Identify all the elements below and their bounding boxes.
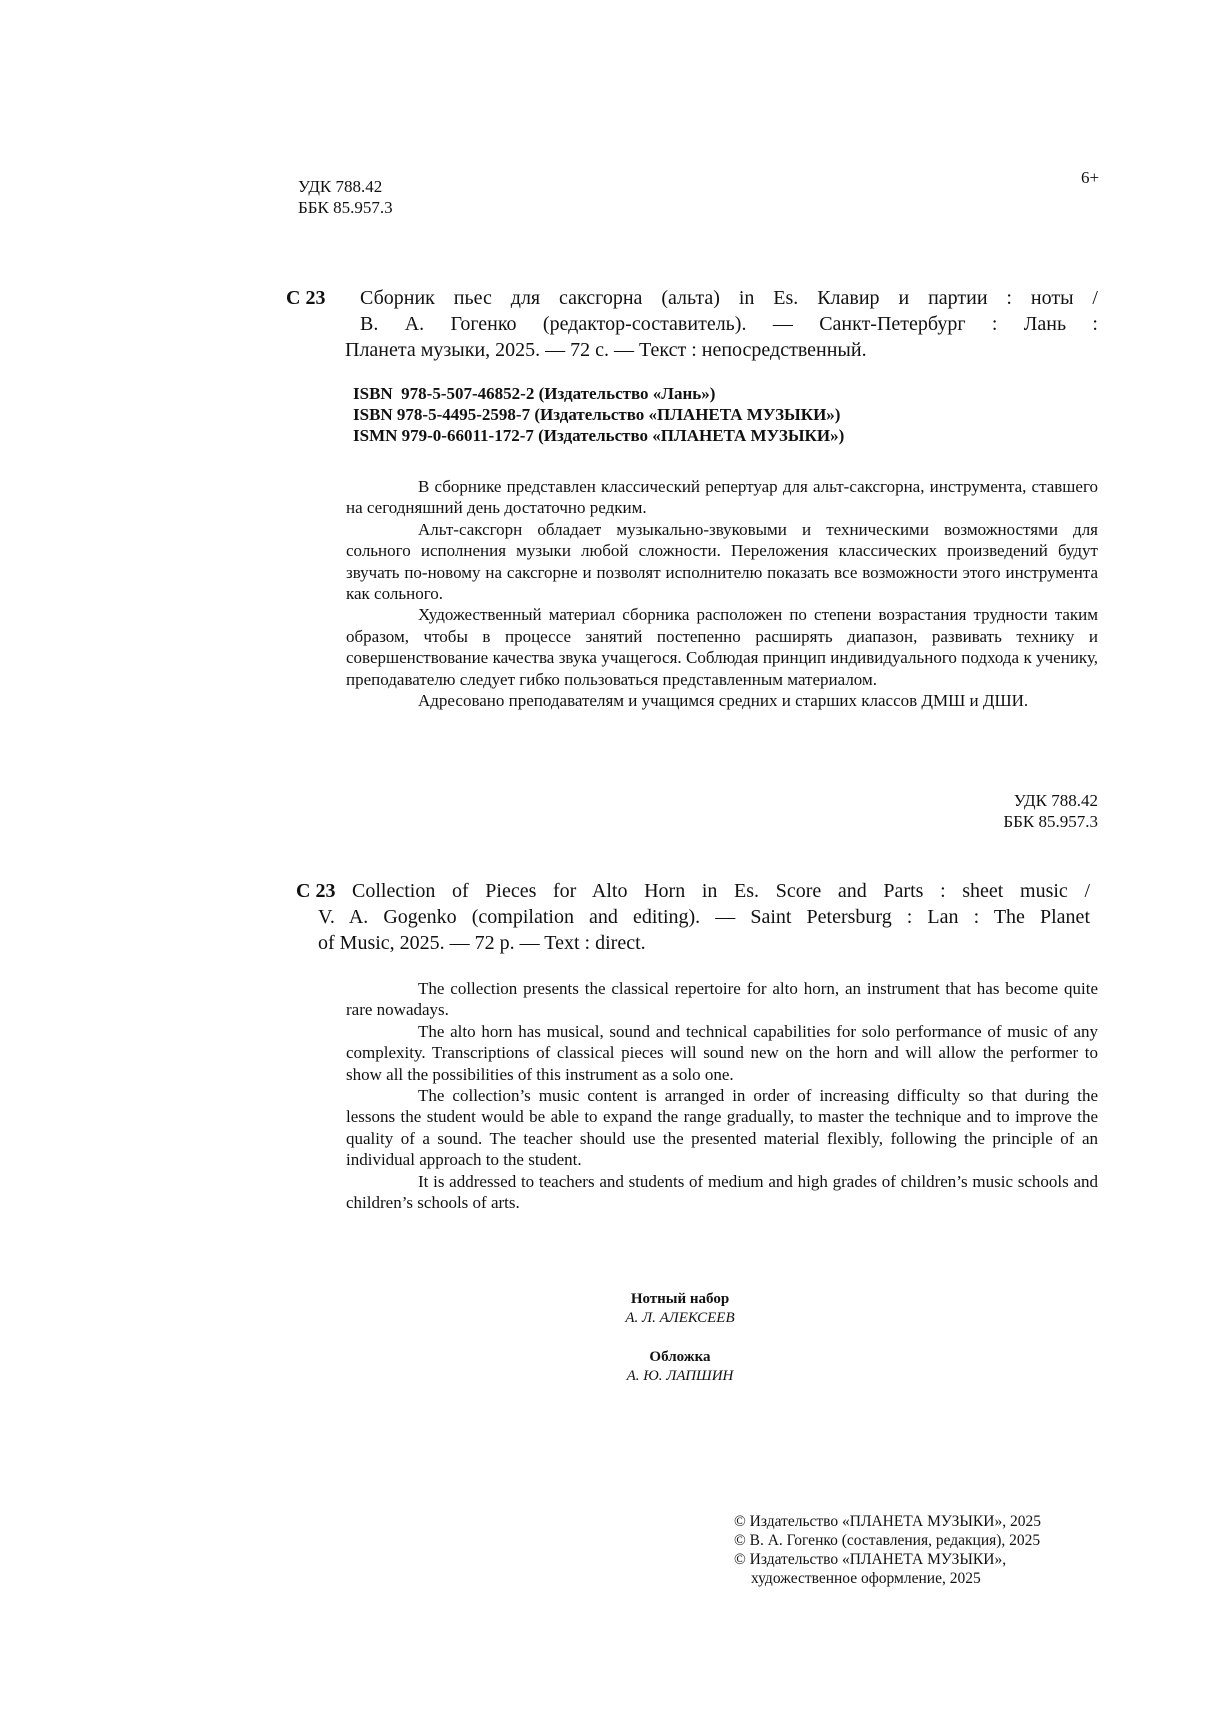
credit-person: А. Ю. ЛАПШИН <box>626 1368 734 1384</box>
ru-entry-line-1: Сборник пьес для саксгорна (альта) in Es. Клавир и партии : ноты / <box>360 287 1098 309</box>
credit-role: Обложка <box>649 1349 711 1365</box>
ru-annotation-paragraph: Адресовано преподавателям и учащимся средних и старших классов ДМШ и ДШИ. <box>418 691 1029 711</box>
author-mark: С 23 <box>286 287 326 309</box>
en-annotation-paragraph: The collection’s music content is arranged in order of increasing difficulty so that during the lessons the student would be able to expand the range gradually, to master the technique and to improve the quality of a sound. The teacher should use the presented material flexibly, following the principle of an individual approach to the student. <box>346 1086 1098 1170</box>
credit-role: Нотный набор <box>630 1291 730 1307</box>
en-annotation-paragraph: The collection presents the classical repertoire for alto horn, an instrument that has become quite rare nowadays. <box>346 979 1098 1020</box>
ru-entry-text <box>345 285 1098 363</box>
en-entry-line-1: Collection of Pieces for Alto Horn in Es. Score and Parts : sheet music / <box>352 880 1090 902</box>
ru-annotation-paragraph: Альт-саксгорн обладает музыкально-звуковыми и техническими возможностями для сольного исполнения музыки любой сложности. Переложения классических произведений будут звучать по-новому на саксгорне и позволят исполнителю показать все возможности этого инструмента как сольного. <box>346 519 1098 604</box>
udk-code: УДК 788.42 <box>298 177 383 196</box>
mid-classification <box>900 790 1098 832</box>
copyright-line: © В. А. Гогенко (составления, редакция), 2025 <box>734 1532 1041 1549</box>
typesetting-credit <box>530 1290 830 1328</box>
ru-annotation <box>346 476 1098 711</box>
en-annotation <box>346 978 1098 1213</box>
ismn-planeta: ISMN 979-0-66011-172-7 (Издательство «ПЛАНЕТА МУЗЫКИ») <box>353 426 845 445</box>
isbn-lan: ISBN 978-5-507-46852-2 (Издательство «Лань») <box>353 384 716 403</box>
ru-entry-line-3: Планета музыки, 2025. — 72 с. — Текст : непосредственный. <box>345 339 867 361</box>
ru-annotation-paragraph: В сборнике представлен классический репертуар для альт-саксгорна, инструмента, ставшего на сегодняшний день достаточно редким. <box>346 477 1098 518</box>
copyright-line: © Издательство «ПЛАНЕТА МУЗЫКИ», художественное оформление, 2025 <box>734 1551 1007 1587</box>
ru-annotation-paragraph: Художественный материал сборника расположен по степени возрастания трудности таким образом, чтобы в процессе занятий постепенно расширять диапазон, развивать технику и совершенствование качества звука учащегося. Соблюдая принцип индивидуального подхода к ученику, преподавателю следует гибко пользоваться представленным материалом. <box>346 605 1098 689</box>
credit-person: А. Л. АЛЕКСЕЕВ <box>625 1310 735 1326</box>
age-rating: 6+ <box>1081 168 1100 187</box>
en-bibliographic-entry <box>296 878 1090 958</box>
en-annotation-paragraph: It is addressed to teachers and students of medium and high grades of children’s music schools and children’s schools of arts. <box>346 1171 1098 1213</box>
copyright-line: © Издательство «ПЛАНЕТА МУЗЫКИ», 2025 <box>734 1513 1041 1530</box>
bbk-code: ББК 85.957.3 <box>1003 812 1098 831</box>
identifiers-block <box>353 383 844 446</box>
udk-code: УДК 788.42 <box>1013 791 1098 810</box>
top-classification <box>298 176 393 218</box>
en-entry-line-3: of Music, 2025. — 72 p. — Text : direct. <box>318 932 646 954</box>
author-mark: С 23 <box>296 880 336 902</box>
isbn-planeta: ISBN 978-5-4495-2598-7 (Издательство «ПЛАНЕТА МУЗЫКИ») <box>353 405 841 424</box>
en-entry-line-2: V. A. Gogenko (compilation and editing). — Saint Petersburg : Lan : The Planet <box>318 906 1090 928</box>
en-annotation-paragraph: The alto horn has musical, sound and technical capabilities for solo performance of music of any complexity. Transcriptions of classical pieces will sound new on the horn and will allow the performer to show all the possibilities of this instrument as a solo one. <box>346 1021 1098 1084</box>
copyright-block <box>734 1512 1086 1588</box>
ru-entry-line-2: В. А. Гогенко (редактор-составитель). — Санкт-Петербург : Лань : <box>360 313 1098 335</box>
ru-bibliographic-entry <box>286 285 1098 365</box>
cover-credit <box>530 1348 830 1386</box>
en-entry-text <box>318 878 1090 956</box>
bbk-code: ББК 85.957.3 <box>298 198 393 217</box>
